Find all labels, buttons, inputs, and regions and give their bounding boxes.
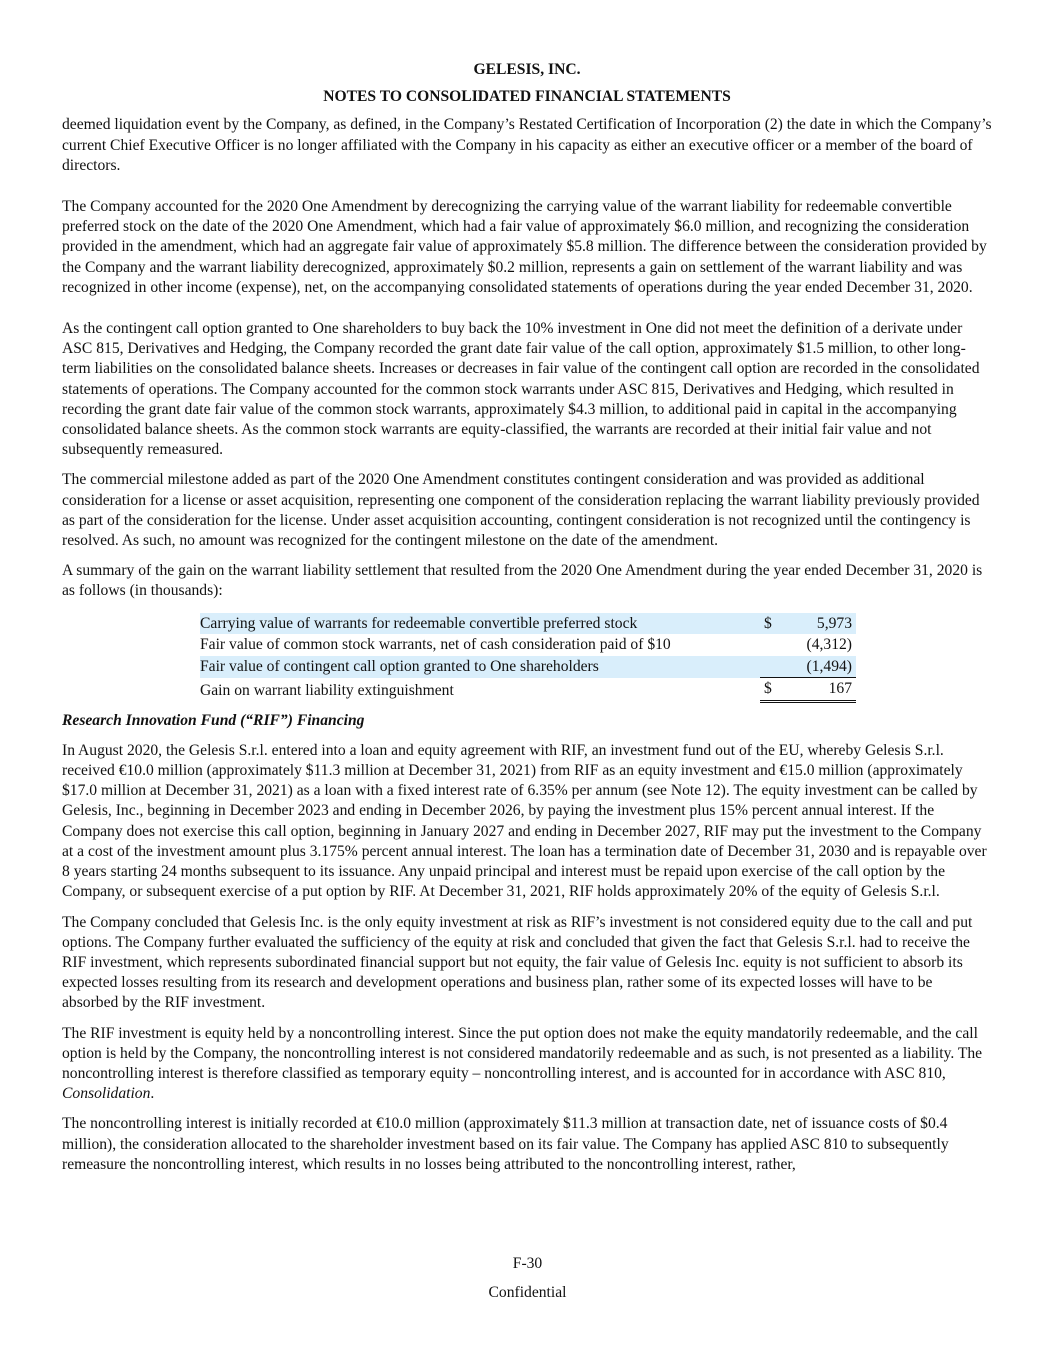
- paragraph: A summary of the gain on the warrant liability settlement that resulted from the 2020 One Amendment during the year ended December 31, 2020 is as follows (in thousands):: [62, 562, 983, 600]
- table-row: [200, 613, 856, 635]
- table-row: [200, 634, 856, 656]
- paragraph-text: .: [150, 1085, 155, 1103]
- page-title: NOTES TO CONSOLIDATED FINANCIAL STATEMENTS: [323, 88, 731, 106]
- confidential-label: Confidential: [488, 1284, 567, 1301]
- paragraph-text: The RIF investment is equity held by a noncontrolling interest. Since the put option does not make the equity mandatorily redeemable, and the call option is held by the Company, the noncontrolling interest is not considered mandatorily redeemable and as such, is not presented as a liability. The noncontrolling interest is therefore classified as temporary equity – noncontrolling interest, and is accounted for in accordance with ASC 810,: [62, 1024, 983, 1082]
- row-label: Fair value of contingent call option granted to One shareholders: [200, 656, 760, 678]
- row-amount: (1,494): [782, 656, 856, 678]
- paragraph: deemed liquidation event by the Company, as defined, in the Company’s Restated Certification of Incorporation (2) the date in which the Company’s current Chief Executive Officer is no longer affiliated with the Company in his capacity as either an executive officer or a member of the board of directors.: [62, 116, 992, 174]
- paragraph-italic-text: Consolidation: [62, 1085, 151, 1103]
- table-row: [200, 656, 856, 678]
- row-amount: (4,312): [806, 636, 852, 654]
- row-label: Gain on warrant liability extinguishment: [200, 681, 454, 699]
- table-row: [200, 678, 856, 702]
- warrant-settlement-summary-table: [200, 613, 856, 703]
- row-label: Fair value of common stock warrants, net of cash consideration paid of $10: [200, 636, 671, 654]
- row-currency: $: [760, 613, 782, 635]
- paragraph: The Company concluded that Gelesis Inc. is the only equity investment at risk as RIF’s investment is not considered equity due to the call and put options. The Company further evaluated the sufficiency of the equity at risk and concluded that given the fact that Gelesis S.r.l. had to receive the RIF investment, which represents subordinated financial support but not equity, the fair value of Gelesis Inc. equity is not sufficient to absorb its expected losses resulting from its research and development operations and business plan, rather some of its expected losses will have to be absorbed by the RIF investment.: [62, 913, 973, 1012]
- company-name: GELESIS, INC.: [473, 61, 581, 78]
- paragraph: The noncontrolling interest is initially recorded at €10.0 million (approximately $11.3 million at transaction date, net of issuance costs of $0.4 million), the consideration allocated to the shareholder investment based on its fair value. The Company has applied ASC 810 to subsequently remeasure the noncontrolling interest, which results in no losses being attributed to the noncontrolling interest, rather,: [62, 1115, 949, 1173]
- row-currency: [760, 634, 782, 656]
- paragraph: In August 2020, the Gelesis S.r.l. entered into a loan and equity agreement with RIF, an investment fund out of the EU, whereby Gelesis S.r.l. received €10.0 million (approximately $11.3 million at December 31, 2021) from RIF as an equity investment and €15.0 million (approximately $17.0 million at December 31, 2021) as a loan with a fixed interest rate of 6.35% per annum (see Note 12). The equity investment can be called by Gelesis, Inc., beginning in December 2023 and ending in December 2026, by paying the investment plus 15% percent annual interest. If the Company does not exercise this call option, beginning in January 2027 and ending in December 2027, RIF may put the investment to the Company at a cost of the investment amount plus 3.175% percent annual interest. The loan has a termination date of December 31, 2030 and is repayable over 8 years starting 24 months subsequent to its issuance. Any unpaid principal and interest must be repaid upon exercise of the call option by the Company, or subsequent exercise of a put option by RIF. At December 31, 2021, RIF holds approximately 20% of the equity of Gelesis S.r.l.: [62, 741, 987, 901]
- row-label: Carrying value of warrants for redeemable convertible preferred stock: [200, 613, 760, 635]
- paragraph: The Company accounted for the 2020 One Amendment by derecognizing the carrying value of the warrant liability for redeemable convertible preferred stock on the date of the 2020 One Amendment, which had a fair value of approximately $6.0 million, and recognizing the consideration provided in the amendment, which had an aggregate fair value of approximately $5.8 million. The difference between the consideration provided by the Company and the warrant liability derecognized, approximately $0.2 million, represents a gain on settlement of the warrant liability and was recognized in other income (expense), net, on the accompanying consolidated statements of operations during the year ended December 31, 2020.: [62, 198, 987, 296]
- row-currency: [760, 656, 782, 678]
- paragraph: As the contingent call option granted to One shareholders to buy back the 10% investment in One did not meet the definition of a derivate under ASC 815, Derivatives and Hedging, the Company recorded the grant date fair value of the call option, approximately $1.5 million, to other long-term liabilities on the consolidated balance sheets. Increases or decreases in fair value of the contingent call option are recorded in the consolidated statements of operations. The Company accounted for the common stock warrants under ASC 815, Derivatives and Hedging, which resulted in recording the grant date fair value of the common stock warrants, approximately $4.3 million, to additional paid in capital in the accompanying consolidated balance sheets. As the common stock warrants are equity-classified, the warrants are recorded at their initial fair value and not subsequently remeasured.: [62, 320, 980, 459]
- paragraph: [62, 1024, 992, 1105]
- page-number: F-30: [512, 1255, 543, 1272]
- row-amount: 167: [782, 678, 856, 702]
- row-currency: $: [760, 678, 782, 702]
- paragraph: The commercial milestone added as part of the 2020 One Amendment constitutes contingent consideration and was provided as additional consideration for a license or asset acquisition, representing one component of the consideration replacing the warrant liability previously provided as part of the consideration for the license. Under asset acquisition accounting, contingent consideration is not recognized until the contingency is resolved. As such, no amount was recognized for the contingent milestone on the date of the amendment.: [62, 471, 980, 550]
- row-amount: 5,973: [782, 613, 856, 635]
- section-heading: Research Innovation Fund (“RIF”) Financing: [62, 711, 365, 729]
- document-page: [62, 60, 992, 1175]
